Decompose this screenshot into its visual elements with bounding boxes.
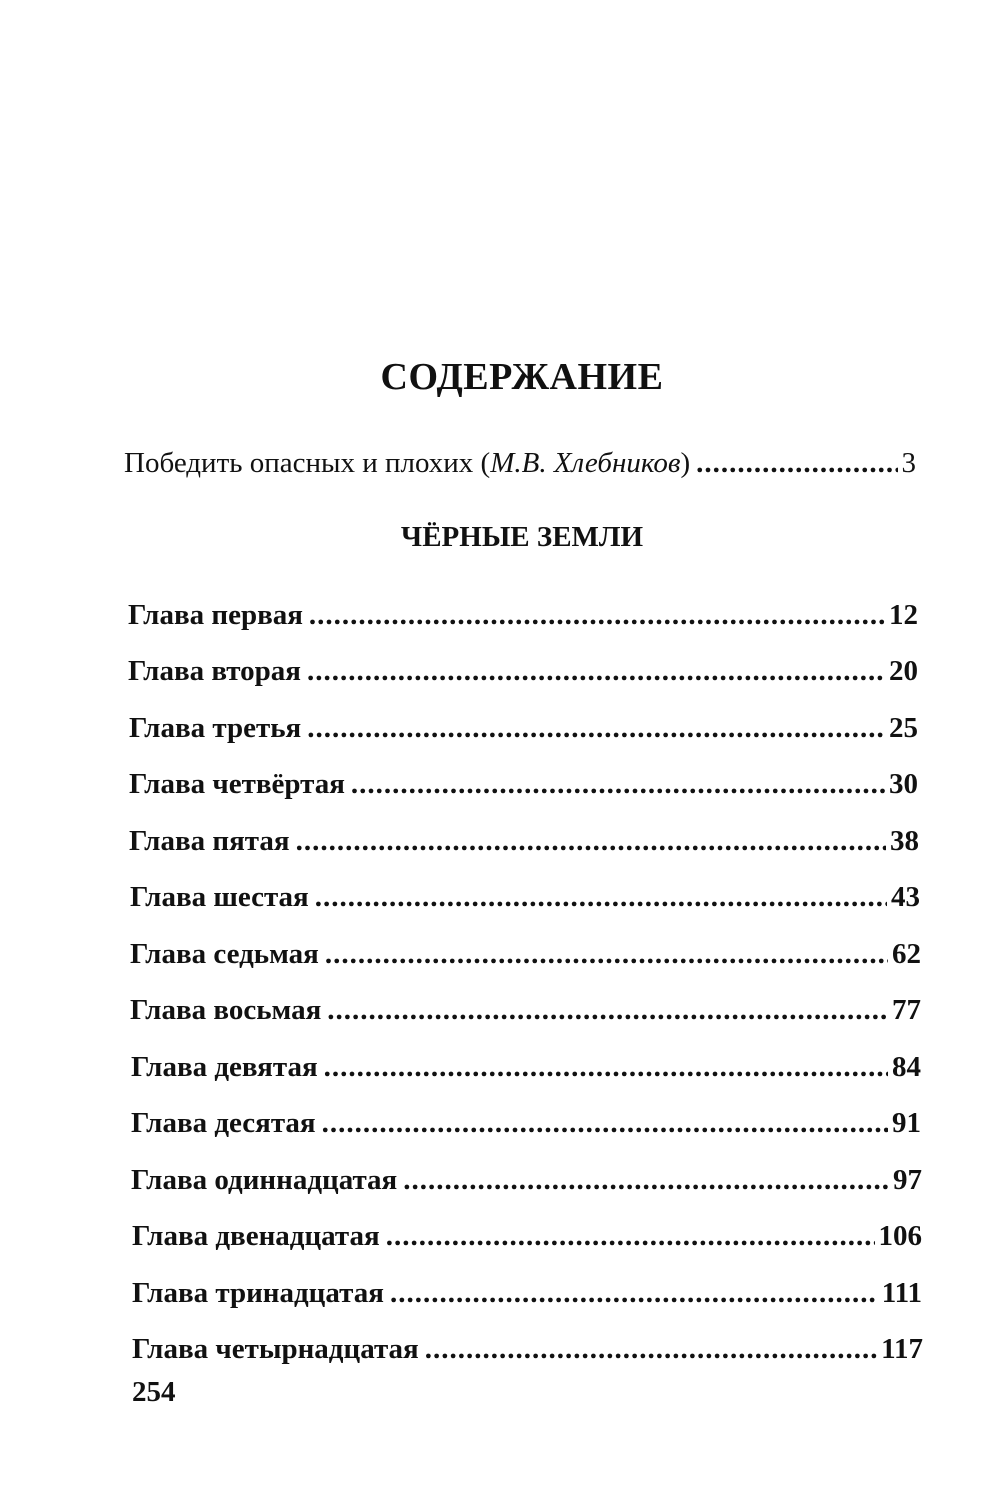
toc-chapter-4[interactable] <box>129 767 918 801</box>
toc-chapter-10[interactable] <box>131 1106 921 1140</box>
toc-entry-page: 3 <box>901 447 916 479</box>
dot-leader <box>390 1276 878 1310</box>
toc-entry-intro[interactable] <box>124 446 916 480</box>
toc-chapter-12[interactable] <box>132 1219 922 1253</box>
chapter-label: Глава десятая <box>131 1107 316 1139</box>
dot-leader <box>386 1219 875 1253</box>
intro-title-close: ) <box>680 447 691 479</box>
chapter-page: 117 <box>881 1333 923 1365</box>
chapter-page: 38 <box>890 825 919 857</box>
chapter-page: 111 <box>881 1277 922 1309</box>
toc-chapter-13[interactable] <box>132 1276 922 1310</box>
toc-chapter-7[interactable] <box>130 937 921 971</box>
dot-leader <box>296 824 886 858</box>
toc-chapter-3[interactable] <box>129 711 918 745</box>
chapter-page: 77 <box>892 994 921 1026</box>
chapter-label: Глава шестая <box>130 881 309 913</box>
chapter-label: Глава восьмая <box>130 994 322 1026</box>
chapter-label: Глава четвёртая <box>129 768 345 800</box>
chapter-label: Глава третья <box>129 712 302 744</box>
chapter-label: Глава четырнадцатая <box>132 1333 419 1365</box>
chapter-label: Глава девятая <box>131 1051 318 1083</box>
chapter-page: 62 <box>892 938 921 970</box>
intro-author: М.В. Хлебников <box>490 447 681 479</box>
chapter-page: 97 <box>893 1164 922 1196</box>
chapter-label: Глава двенадцатая <box>132 1220 380 1252</box>
intro-title: Победить опасных и плохих ( <box>124 447 491 479</box>
toc-chapter-14[interactable] <box>132 1332 923 1366</box>
section-title: ЧЁРНЫЕ ЗЕМЛИ <box>400 521 644 553</box>
toc-chapter-8[interactable] <box>130 993 921 1027</box>
toc-chapter-9[interactable] <box>131 1050 921 1084</box>
toc-entry-label <box>124 446 690 480</box>
dot-leader <box>307 654 885 688</box>
toc-chapter-2[interactable] <box>128 654 918 688</box>
toc-chapter-6[interactable] <box>130 880 920 914</box>
dot-leader <box>403 1163 889 1197</box>
page-number: 254 <box>132 1376 176 1408</box>
chapter-page: 106 <box>878 1220 922 1252</box>
toc-title: СОДЕРЖАНИЕ <box>380 356 664 398</box>
dot-leader <box>322 1106 888 1140</box>
dot-leader <box>696 446 897 480</box>
chapter-page: 30 <box>889 768 918 800</box>
toc-chapter-1[interactable] <box>128 598 918 632</box>
dot-leader <box>309 598 885 632</box>
dot-leader <box>351 767 885 801</box>
chapter-page: 43 <box>891 881 920 913</box>
chapter-label: Глава первая <box>128 599 303 631</box>
dot-leader <box>325 937 888 971</box>
dot-leader <box>307 711 885 745</box>
toc-chapter-11[interactable] <box>131 1163 922 1197</box>
dot-leader <box>324 1050 888 1084</box>
chapter-page: 91 <box>892 1107 921 1139</box>
dot-leader <box>425 1332 877 1366</box>
chapter-label: Глава пятая <box>129 825 290 857</box>
chapter-label: Глава седьмая <box>130 938 319 970</box>
chapter-label: Глава одиннадцатая <box>131 1164 398 1196</box>
toc-chapter-5[interactable] <box>129 824 919 858</box>
dot-leader <box>327 993 888 1027</box>
chapter-page: 25 <box>889 712 918 744</box>
chapter-page: 84 <box>892 1051 921 1083</box>
chapter-label: Глава тринадцатая <box>132 1277 384 1309</box>
dot-leader <box>315 880 887 914</box>
chapter-label: Глава вторая <box>128 655 301 687</box>
chapter-page: 12 <box>889 599 918 631</box>
chapter-page: 20 <box>889 655 918 687</box>
